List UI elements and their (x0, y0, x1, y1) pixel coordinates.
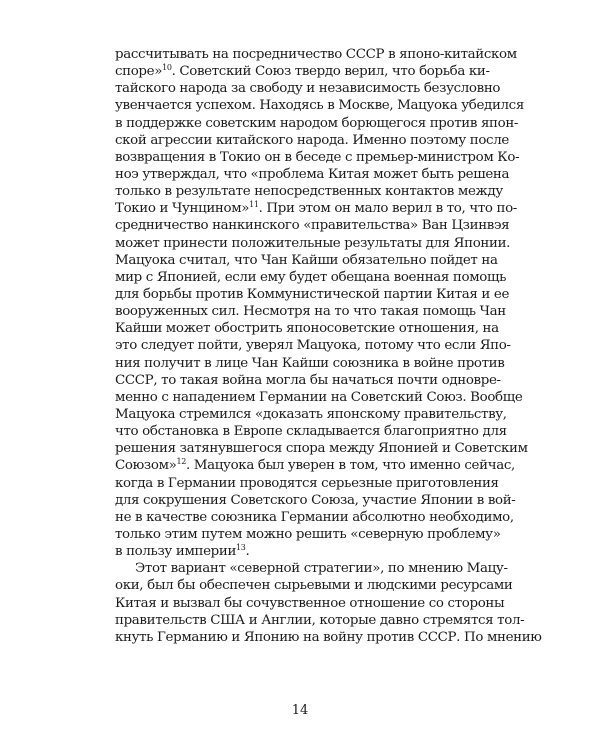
page-number: 14 (291, 703, 309, 718)
text-span: средничество нанкинского «правительства» Ван Цзинвэя (115, 218, 510, 234)
text-line (115, 252, 498, 269)
text-span: только в результате непосредственных контактов между (115, 184, 503, 200)
text-span: Токио и Чунцином» (115, 201, 250, 217)
text-span: правительств США и Англии, которые давно стремятся тол- (115, 612, 525, 628)
text-span: в пользу империи (115, 544, 237, 560)
text-span: . При этом он мало верил в то, что по- (258, 201, 517, 217)
text-span: может принести положительные результаты для Японии. (115, 235, 511, 251)
text-span: что обстановка в Европе складывается благоприятно для (115, 424, 507, 440)
text-line (115, 629, 542, 646)
text-span: это следует пойти, уверял Мацуока, потому что если Япо- (115, 338, 511, 354)
text-span: Союзом» (115, 458, 177, 474)
footnote-ref: 10 (162, 63, 172, 73)
text-line (115, 235, 511, 252)
text-line (115, 612, 525, 629)
text-line (115, 149, 520, 166)
body-text (115, 46, 542, 646)
text-span: оки, был бы обеспечен сырьевыми и людскими ресурсами (115, 578, 513, 594)
text-line (115, 97, 524, 114)
text-span: ния получит в лице Чан Кайши союзника в войне против (115, 355, 505, 371)
text-span: ской агрессии китайского народа. Именно поэтому после (115, 132, 509, 148)
text-line (115, 595, 505, 612)
text-span: тайского народа за свободу и независимость безусловно (115, 81, 501, 97)
text-span: решения затянувшегося спора между Японией и Советским (115, 441, 528, 457)
text-span: только этим путем можно решить «северную проблему» (115, 526, 501, 542)
text-span: когда в Германии проводятся серьезные приготовления (115, 475, 499, 491)
text-span: рассчитывать на посредничество СССР в японо-китайском (115, 47, 517, 62)
text-line (115, 269, 507, 286)
text-span: ноэ утверждал, что «проблема Китая может быть решена (115, 166, 510, 182)
text-span: менно с нападением Германии на Советский Союз. Вообще (115, 389, 523, 405)
text-line (115, 560, 508, 577)
text-span: кнуть Германию и Японию на войну против СССР. По мнению (115, 629, 542, 645)
text-line (115, 543, 487, 560)
text-span: Кайши может обострить японосоветские отношения, на (115, 321, 499, 337)
text-span: Мацуока считал, что Чан Кайши обязательно пойдет на (115, 252, 498, 268)
text-line (115, 63, 490, 80)
text-line (115, 303, 506, 320)
text-line (115, 355, 505, 372)
text-span: мир с Японией, если ему будет обещана военная помощь (115, 269, 507, 285)
text-span: вооруженных сил. Несмотря на то что такая помощь Чан (115, 304, 506, 320)
footnote-ref: 12 (176, 457, 186, 467)
text-span: СССР, то такая война могла бы начаться почти одновре- (115, 372, 501, 388)
text-span: Этот вариант «северной стратегии», по мнению Мацу- (135, 561, 508, 577)
text-span: для борьбы против Коммунистической партии Китая и ее (115, 286, 510, 302)
text-span: Мацуока стремился «доказать японскому правительству, (115, 406, 507, 422)
text-line (115, 46, 517, 63)
text-line (115, 217, 510, 234)
text-span: . Мацуока был уверен в том, что именно сейчас, (185, 458, 515, 474)
text-span: . Советский Союз твердо верил, что борьба ки- (171, 64, 490, 80)
text-line (115, 389, 523, 406)
text-line (115, 372, 501, 389)
footnote-ref: 13 (236, 543, 246, 553)
text-span: Китая и вызвал бы сочувственное отношение со стороны (115, 595, 505, 611)
text-span: не в качестве союзника Германии абсолютно необходимо, (115, 509, 514, 525)
text-line (115, 492, 516, 509)
text-line (115, 457, 515, 474)
text-line (115, 166, 510, 183)
text-line (115, 440, 528, 457)
text-line (115, 200, 517, 217)
text-line (115, 423, 507, 440)
text-line (115, 115, 519, 132)
text-line (115, 475, 499, 492)
text-line (115, 80, 501, 97)
text-span: для сокрушения Советского Союза, участие Японии в вой- (115, 492, 516, 508)
text-line (115, 526, 501, 543)
text-span: увенчается успехом. Находясь в Москве, Мацуока убедился (115, 98, 524, 114)
text-line (115, 577, 513, 594)
text-line (115, 406, 507, 423)
text-span: возвращения в Токио он в беседе с премьер-министром Ко- (115, 149, 520, 165)
text-line (115, 183, 503, 200)
text-span: споре» (115, 64, 163, 80)
text-line (115, 132, 509, 149)
text-line (115, 337, 511, 354)
text-line (115, 320, 499, 337)
text-span: в поддержке советским народом борющегося против япон- (115, 115, 519, 131)
text-line (115, 509, 514, 526)
footnote-ref: 11 (249, 200, 259, 210)
text-line (115, 286, 510, 303)
text-span: . (245, 544, 250, 560)
